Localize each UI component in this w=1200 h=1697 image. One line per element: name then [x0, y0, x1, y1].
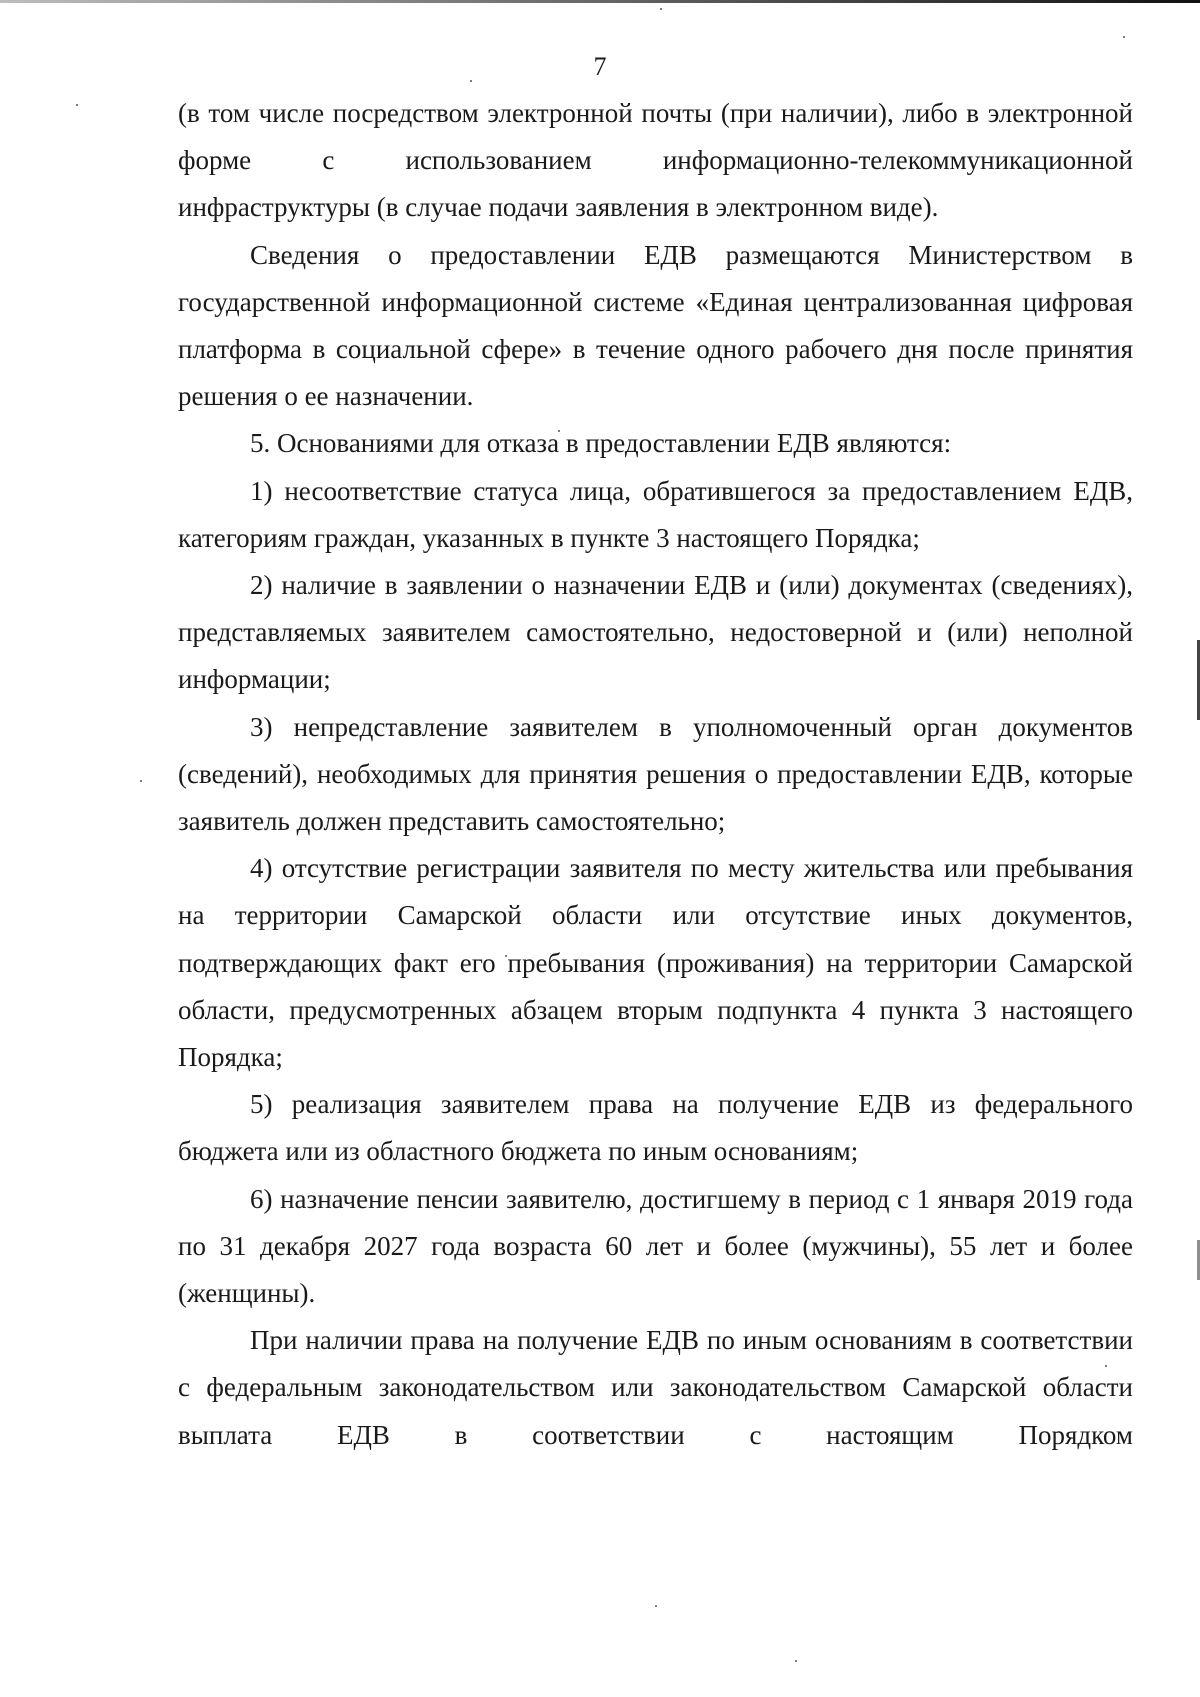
- list-item-6: 6) назначение пенсии заявителю, достигшему в период с 1 января 2019 года по 31 декабря 2027 года возраста 60 лет и более (мужчины), 55 лет и более (женщины).: [178, 1183, 1133, 1309]
- scan-speck: [1123, 36, 1125, 38]
- scan-top-edge: [0, 0, 1200, 3]
- list-item-1: 1) несоответствие статуса лица, обратившегося за предоставлением ЕДВ, категориям граждан, указанных в пункте 3 настоящего Порядка;: [178, 475, 1133, 553]
- list-item-5: 5) реализация заявителем права на получение ЕДВ из федерального бюджета или из областного бюджета по иным основаниям;: [178, 1089, 1133, 1167]
- list-item-4: 4) отсутствие регистрации заявителя по месту жительства или пребывания на территории Самарской области или отсутствие иных документов, подтверждающих факт его пребывания (проживания) на территории Самарской области, предусмотренных абзацем вторым подпункта 4 пункта 3 настоящего Порядка;: [178, 853, 1133, 1073]
- scan-speck: [76, 104, 78, 106]
- page-number: 7: [593, 52, 607, 81]
- scan-speck: [655, 1605, 657, 1607]
- paragraph-other-grounds: При наличии права на получение ЕДВ по иным основаниям в соответствии с федеральным законодательством или законодательством Самарской области выплата ЕДВ в соответствии с настоящим Порядком: [178, 1325, 1133, 1450]
- paragraph-continuation: (в том числе посредством электронной почты (при наличии), либо в электронной форме с использованием информационно-телекоммуникационной инфраструктуры (в случае подачи заявления в электронном виде).: [178, 98, 1133, 223]
- paragraph-info-placement: Сведения о предоставлении ЕДВ размещаются Министерством в государственной информационной системе «Единая централизованная цифровая платформа в социальной сфере» в течение одного рабочего дня после принятия решения о ее назначении.: [178, 239, 1133, 412]
- list-item-2: 2) наличие в заявлении о назначении ЕДВ и (или) документах (сведениях), представляемых заявителем самостоятельно, недостоверной и (или) неполной информации;: [178, 570, 1133, 695]
- scan-speck: [140, 780, 142, 782]
- document-body: [178, 90, 1133, 1459]
- list-item-3: 3) непредставление заявителем в уполномоченный орган документов (сведений), необходимых для принятия решения о предоставлении ЕДВ, которые заявитель должен представить самостоятельно;: [178, 711, 1133, 837]
- paragraph-refusal-grounds-heading: 5. Основаниями для отказа в предоставлении ЕДВ являются:: [250, 428, 952, 459]
- scan-speck: [795, 1660, 797, 1662]
- scan-speck: [660, 8, 662, 10]
